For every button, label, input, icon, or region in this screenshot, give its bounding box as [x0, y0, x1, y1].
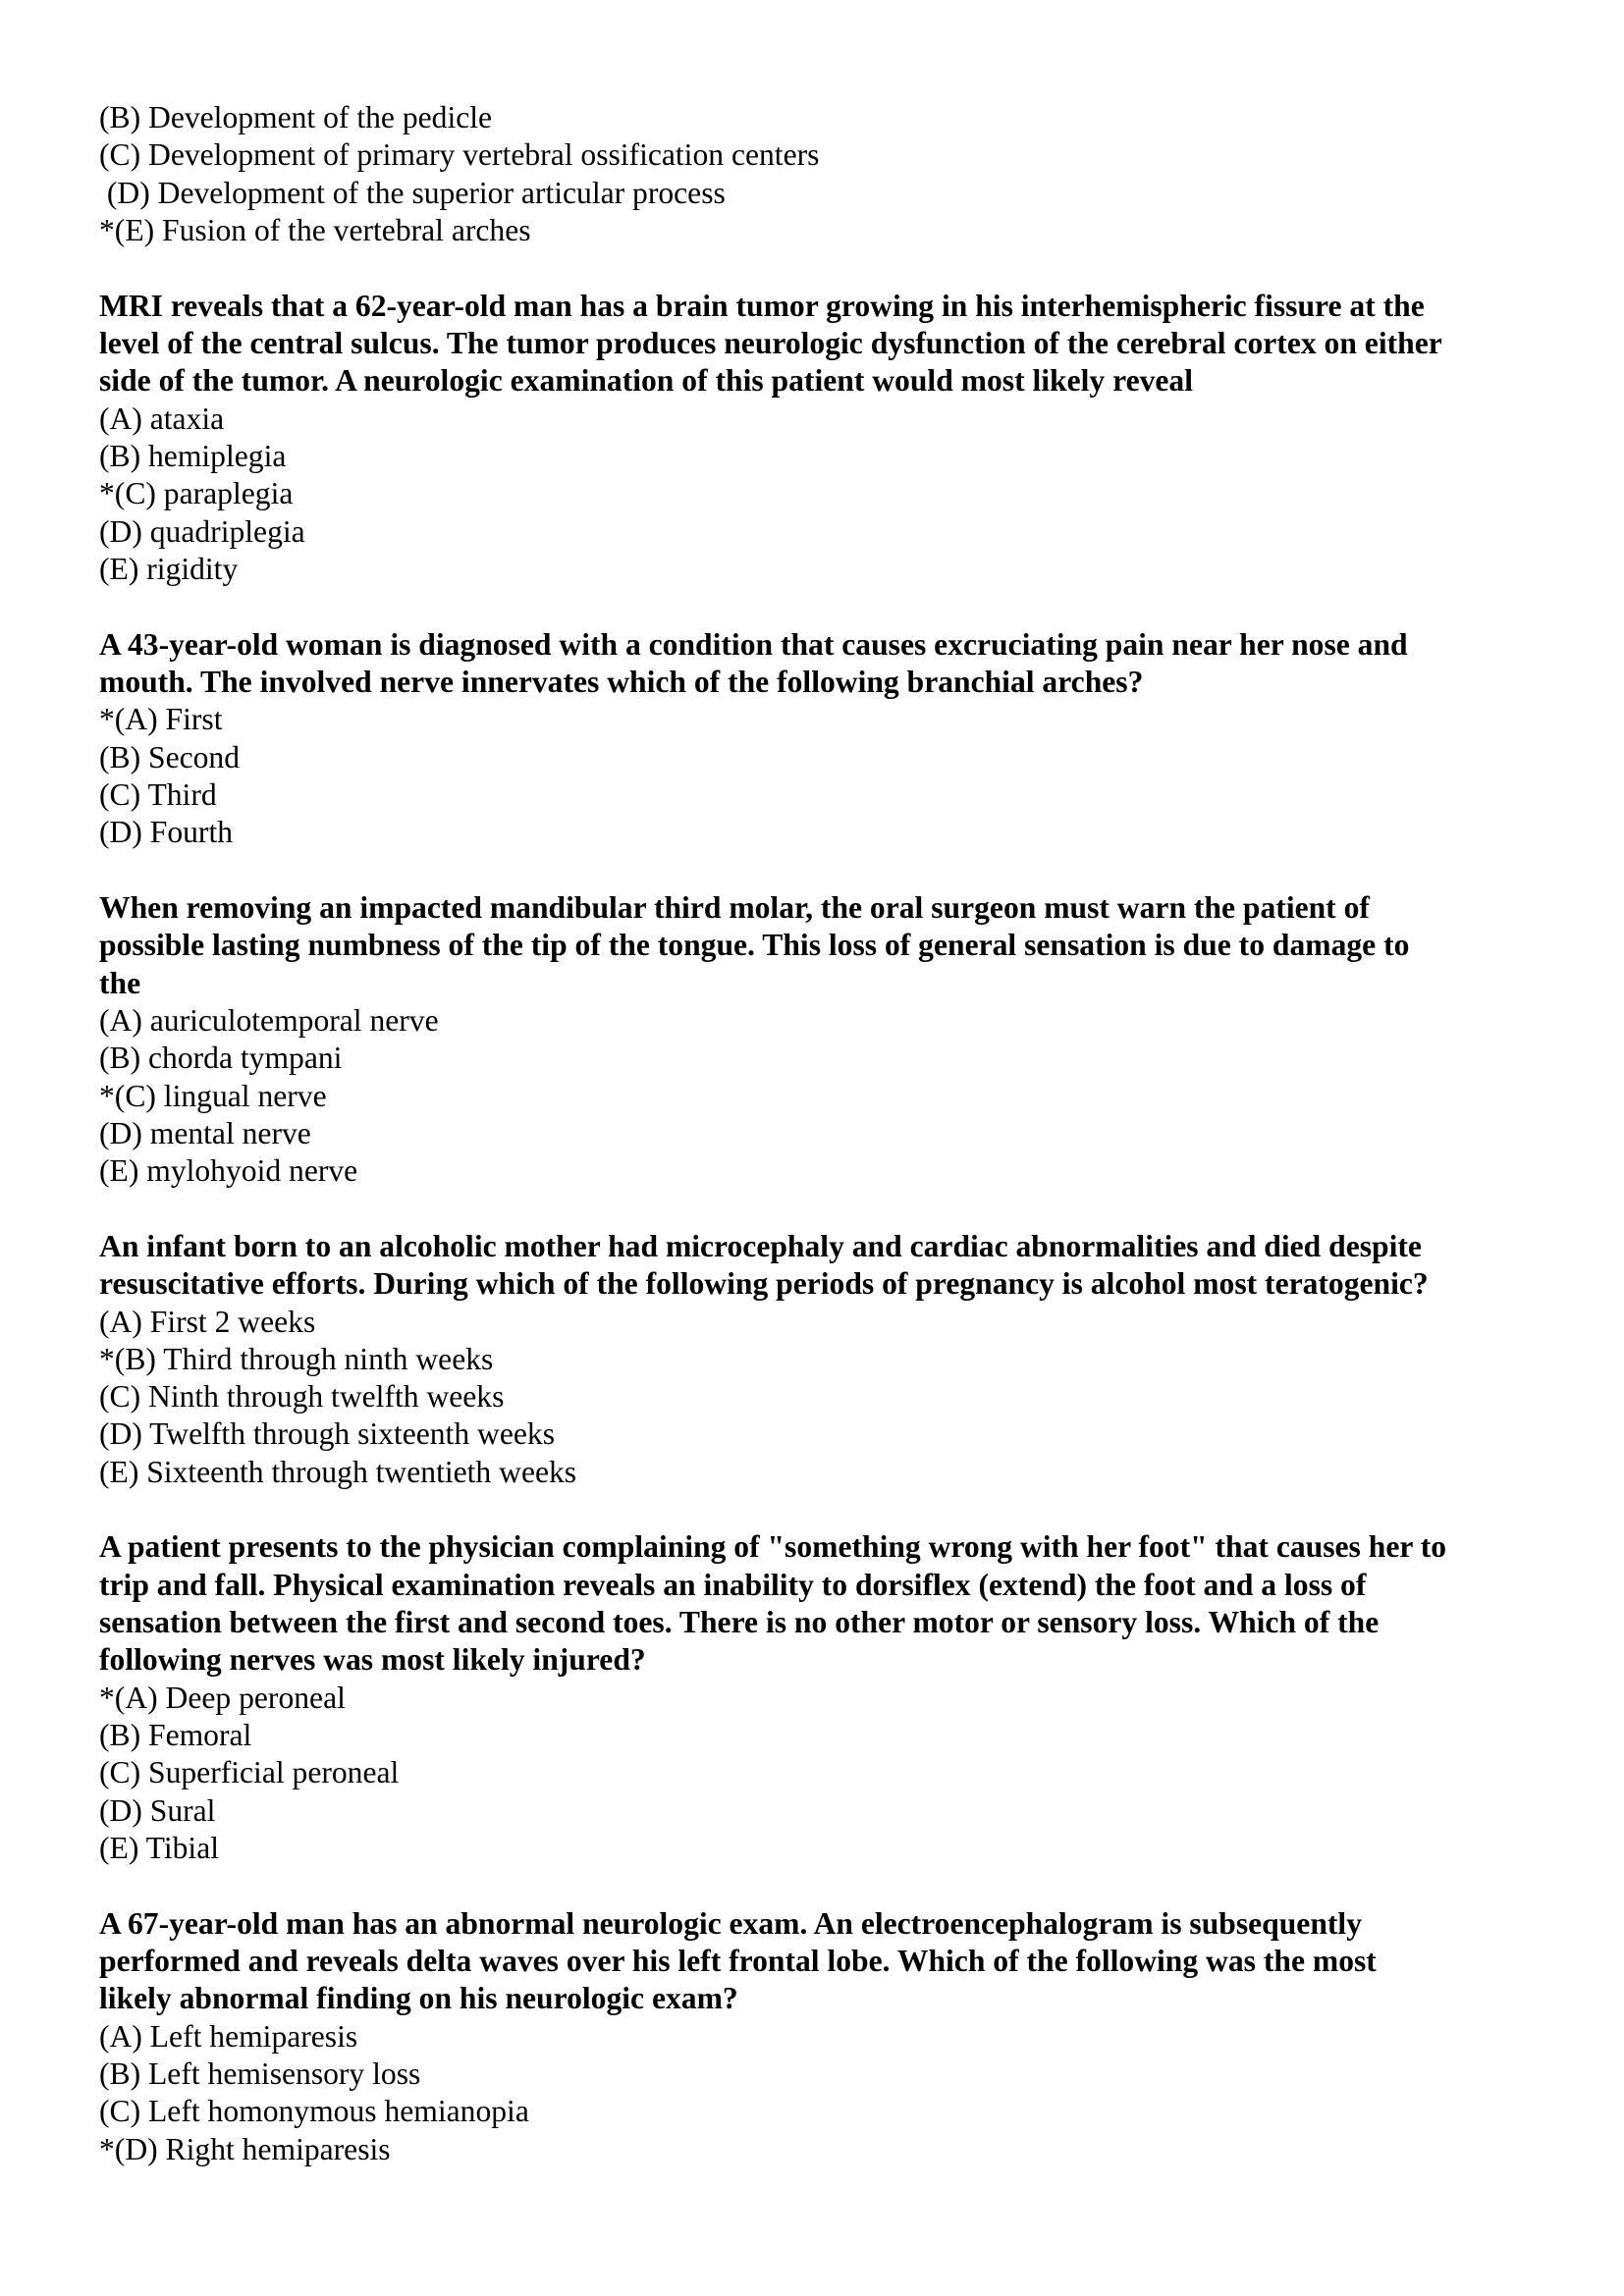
answer-options — [99, 99, 1572, 249]
question-stem-line: A 67-year-old man has an abnormal neurologic exam. An electroencephalogram is subsequently — [99, 1905, 1362, 1941]
question-stem-line: An infant born to an alcoholic mother had microcephaly and cardiac abnormalities and died despite — [99, 1228, 1422, 1263]
question-stem-line: side of the tumor. A neurologic examination of this patient would most likely reveal — [99, 363, 1193, 399]
question-stem — [99, 1528, 1572, 1679]
answer-option: (C) Ninth through twelfth weeks — [99, 1379, 505, 1415]
question-stem-line: A 43-year-old woman is diagnosed with a condition that causes excruciating pain near her nose and — [99, 626, 1408, 662]
answer-option: (D) Development of the superior articular process — [99, 175, 726, 210]
answer-option-correct: *(E) Fusion of the vertebral arches — [99, 212, 531, 247]
answer-option-correct: *(C) paraplegia — [99, 476, 294, 511]
question-stem-line: MRI reveals that a 62-year-old man has a brain tumor growing in his interhemispheric fissure at the — [99, 288, 1425, 323]
answer-option-correct: *(C) lingual nerve — [99, 1078, 327, 1113]
answer-option-correct: *(A) First — [99, 702, 223, 737]
question-2 — [99, 626, 1572, 852]
answer-options — [99, 2018, 1572, 2168]
question-stem-line: mouth. The involved nerve innervates which of the following branchial arches? — [99, 664, 1144, 699]
answer-option: (B) Second — [99, 739, 241, 774]
question-stem — [99, 1228, 1572, 1304]
question-stem — [99, 288, 1572, 400]
answer-option: (A) Left hemiparesis — [99, 2018, 358, 2054]
answer-option: (D) mental nerve — [99, 1115, 311, 1150]
question-stem-line: A patient presents to the physician complaining of "something wrong with her foot" that causes her to — [99, 1529, 1447, 1565]
answer-option: (B) hemiplegia — [99, 438, 287, 473]
answer-option: (E) Sixteenth through twentieth weeks — [99, 1454, 577, 1489]
answer-option: (E) Tibial — [99, 1831, 220, 1866]
question-stem-line: trip and fall. Physical examination reveals an inability to dorsiflex (extend) the foot and a loss of — [99, 1567, 1367, 1602]
question-4 — [99, 1228, 1572, 1491]
answer-option: (C) Development of primary vertebral ossification centers — [99, 137, 820, 173]
question-5 — [99, 1528, 1572, 1867]
answer-option-correct: *(B) Third through ninth weeks — [99, 1341, 494, 1376]
answer-options — [99, 701, 1572, 851]
question-stem — [99, 1905, 1572, 2018]
document-page — [99, 99, 1572, 2206]
question-stem-line: level of the central sulcus. The tumor produces neurologic dysfunction of the cerebral cortex on either — [99, 325, 1442, 360]
answer-options — [99, 1304, 1572, 1492]
answer-option: (A) auriculotemporal nerve — [99, 1002, 439, 1038]
question-stem — [99, 626, 1572, 702]
question-stem-line: possible lasting numbness of the tip of the tongue. This loss of general sensation is due to damage to — [99, 928, 1410, 963]
question-6 — [99, 1905, 1572, 2168]
answer-option: (E) mylohyoid nerve — [99, 1153, 358, 1189]
answer-option: (A) First 2 weeks — [99, 1304, 316, 1339]
question-stem — [99, 889, 1572, 1002]
answer-option: (C) Superficial peroneal — [99, 1755, 400, 1790]
answer-option: (E) rigidity — [99, 551, 239, 586]
answer-option-correct: *(A) Deep peroneal — [99, 1680, 346, 1715]
question-stem-line: sensation between the first and second toes. There is no other motor or sensory loss. Which of the — [99, 1605, 1380, 1640]
question-3 — [99, 889, 1572, 1191]
answer-option: (B) Femoral — [99, 1718, 252, 1753]
answer-option: (C) Left homonymous hemianopia — [99, 2094, 529, 2129]
answer-option: (B) chorda tympani — [99, 1041, 343, 1076]
answer-option: (D) Sural — [99, 1792, 216, 1828]
answer-options — [99, 1680, 1572, 1868]
question-1 — [99, 288, 1572, 589]
answer-option: (C) Third — [99, 776, 217, 812]
question-stem-line: When removing an impacted mandibular third molar, the oral surgeon must warn the patient of — [99, 889, 1370, 925]
answer-option: (D) quadriplegia — [99, 513, 305, 549]
answer-option: (B) Left hemisensory loss — [99, 2056, 421, 2092]
question-stem-line: the — [99, 965, 141, 1000]
question-continued — [99, 99, 1572, 249]
question-stem-line: performed and reveals delta waves over his left frontal lobe. Which of the following was the most — [99, 1944, 1377, 1979]
answer-options — [99, 400, 1572, 589]
question-stem-line: following nerves was most likely injured? — [99, 1642, 646, 1678]
answer-option: (D) Fourth — [99, 815, 234, 850]
answer-option: (B) Development of the pedicle — [99, 100, 493, 134]
question-stem-line: resuscitative efforts. During which of the following periods of pregnancy is alcohol most teratogenic? — [99, 1266, 1429, 1302]
question-stem-line: likely abnormal finding on his neurologic exam? — [99, 1981, 738, 2016]
answer-options — [99, 1002, 1572, 1191]
answer-option: (D) Twelfth through sixteenth weeks — [99, 1416, 555, 1452]
answer-option-correct: *(D) Right hemiparesis — [99, 2131, 391, 2166]
answer-option: (A) ataxia — [99, 400, 225, 436]
